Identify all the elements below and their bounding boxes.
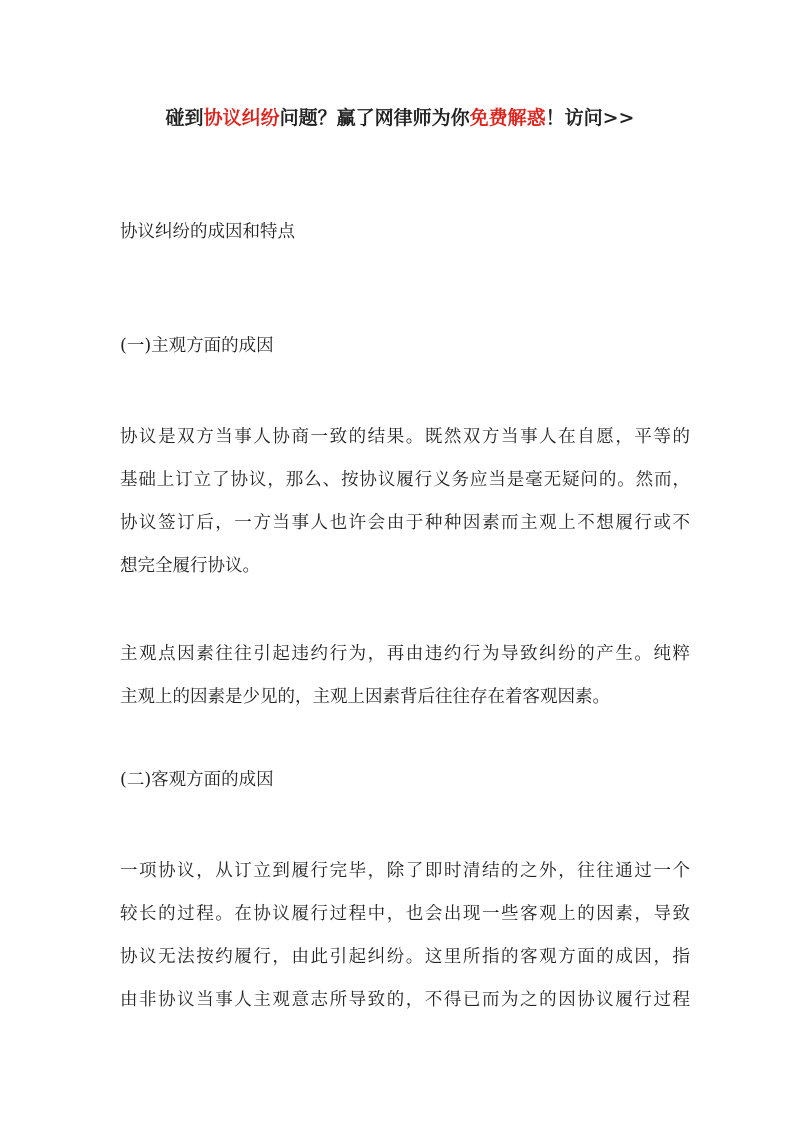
paragraph-line: 协议无法按约履行，由此引起纠纷。这里所指的客观方面的成因，指 [120, 947, 690, 967]
banner-text-1: 碰到 [165, 107, 204, 129]
paragraph-line: 由非协议当事人主观意志所导致的，不得已而为之的因协议履行过程 [120, 990, 690, 1010]
paragraph-line: 主观点因素往往引起违约行为，再由违约行为导致纠纷的产生。纯粹 [120, 644, 690, 664]
paragraph-line: 基础上订立了协议，那么、按协议履行义务应当是毫无疑问的。然而， [120, 470, 690, 490]
paragraph-line: 一项协议，从订立到履行完毕，除了即时清结的之外，往往通过一个 [120, 861, 690, 881]
paragraph-objective-1 [120, 850, 690, 1022]
section-heading-subjective: (一)主观方面的成因 [120, 336, 274, 356]
paragraph-line: 较长的过程。在协议履行过程中，也会出现一些客观上的因素，导致 [120, 904, 690, 924]
paragraph-line: 想完全履行协议。 [120, 556, 260, 576]
banner-visit-link[interactable]: ！访问>> [545, 107, 635, 129]
banner-highlight-free: 免费解惑 [469, 107, 546, 129]
promo-banner[interactable] [0, 103, 800, 133]
paragraph-line: 主观上的因素是少见的，主观上因素背后往往存在着客观因素。 [120, 687, 610, 707]
banner-text-2: 问题？赢了网律师为你 [279, 107, 470, 129]
paragraph-line: 协议是双方当事人协商一致的结果。既然双方当事人在自愿，平等的 [120, 427, 690, 447]
banner-highlight-topic: 协议纠纷 [203, 107, 280, 129]
section-heading-objective: (二)客观方面的成因 [120, 770, 274, 790]
paragraph-line: 协议签订后，一方当事人也许会由于种种因素而主观上不想履行或不 [120, 513, 690, 533]
paragraph-subjective-1 [120, 416, 690, 588]
document-title: 协议纠纷的成因和特点 [120, 222, 295, 242]
paragraph-subjective-2 [120, 633, 690, 719]
